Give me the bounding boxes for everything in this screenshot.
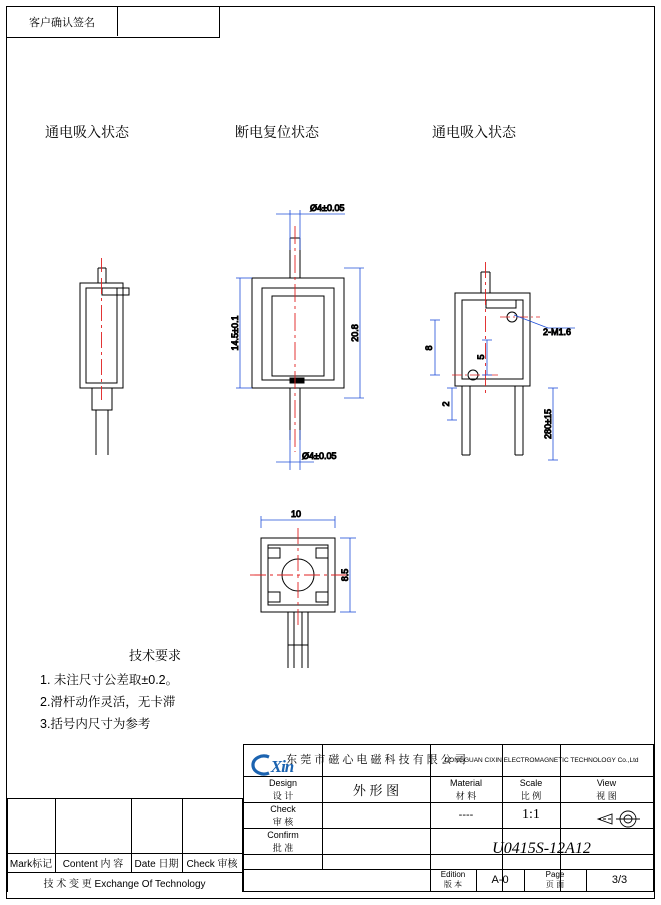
revision-header-mark: Mark标记	[9, 859, 53, 870]
dim-view2-bottom: Ø4±0.05	[302, 451, 337, 461]
material-label-en: Material	[449, 777, 482, 788]
technical-requirement-2: 2.滑杆动作灵活，无卡滞	[40, 695, 176, 709]
customer-signature-label: 客户确认签名	[7, 7, 118, 36]
revision-cell-content[interactable]	[56, 799, 131, 853]
technical-requirement-3: 3.括号内尺寸为参考	[40, 717, 151, 731]
page-label-cn: 页 面	[545, 880, 565, 889]
technical-requirement-1: 1. 未注尺寸公差取±0.2。	[40, 673, 179, 687]
view-label-cn: 视 图	[596, 791, 617, 801]
caption-view-1: 通电吸入状态	[45, 124, 129, 140]
dim-view3-h2: 5	[476, 354, 486, 360]
caption-view-2: 断电复位状态	[235, 124, 319, 140]
dim-view4-width: 10	[291, 509, 302, 519]
revision-table	[7, 798, 243, 892]
revision-cell-check[interactable]	[183, 799, 242, 853]
check-label-cn: 审 核	[272, 817, 294, 827]
scale-label-cn: 比 例	[520, 791, 542, 801]
edition-label-cn: 版 本	[443, 880, 463, 889]
confirm-label-cn: 批 准	[272, 843, 294, 853]
dim-view4-height: 8.5	[340, 568, 350, 582]
view-2-de-energized	[252, 238, 344, 440]
scale-value: 1:1	[522, 807, 540, 822]
part-number: U0415S-12A12	[492, 839, 591, 857]
dim-view2-left: 14.5±0.1	[230, 315, 240, 351]
confirm-signature[interactable]	[322, 854, 430, 891]
edition-label-en: Edition	[440, 870, 466, 879]
company-name-cn: 东 莞 市 磁 心 电 磁 科 技 有 限 公 司	[286, 754, 466, 766]
check-signature[interactable]	[322, 828, 430, 854]
confirm-label-en: Confirm	[267, 829, 299, 840]
dim-view3-thread: 2-M1.6	[543, 327, 572, 337]
view-1-energized	[80, 268, 129, 455]
caption-view-3: 通电吸入状态	[432, 124, 516, 140]
design-label-cn: 设 计	[272, 791, 294, 801]
revision-header-content: Content 内 容	[62, 859, 124, 870]
scale-label-en: Scale	[519, 777, 543, 788]
edition-value: A-0	[491, 874, 509, 886]
revision-cell-date[interactable]	[132, 799, 182, 853]
technical-requirements	[40, 645, 270, 735]
company-name-en: DONGGUAN CIXIN ELECTROMAGNETIC TECHNOLOGY Co.,Ltd	[444, 757, 639, 764]
material-label-cn: 材 料	[455, 791, 477, 801]
technical-requirements-title: 技术要求	[128, 648, 181, 663]
dim-view3-h1: 8	[424, 345, 434, 351]
design-label-en: Design	[268, 777, 297, 788]
dim-view2-top: Ø4±0.05	[310, 203, 345, 213]
dim-view3-h3: 2	[441, 401, 451, 407]
page-value: 3/3	[611, 874, 628, 886]
company-logo	[247, 752, 317, 782]
view-label-en: View	[596, 777, 617, 788]
drawing-name: 外 形 图	[352, 782, 400, 798]
revision-cell-mark[interactable]	[8, 799, 55, 853]
check-label-en: Check	[270, 803, 296, 814]
material-value: ----	[458, 809, 474, 821]
revision-header-check: Check 审核	[186, 859, 238, 870]
logo-mark-icon	[247, 752, 277, 778]
dim-view2-right: 20.8	[350, 324, 360, 342]
logo-text: Xin	[270, 757, 294, 776]
revision-footer: 技 术 变 更 Exchange Of Technology	[43, 878, 206, 890]
dim-view3-lead: 280±15	[543, 409, 553, 439]
revision-header-date: Date 日期	[134, 859, 179, 870]
view-3-side	[455, 272, 530, 455]
page-label-en: Page	[545, 870, 565, 879]
design-signature[interactable]	[322, 802, 430, 828]
